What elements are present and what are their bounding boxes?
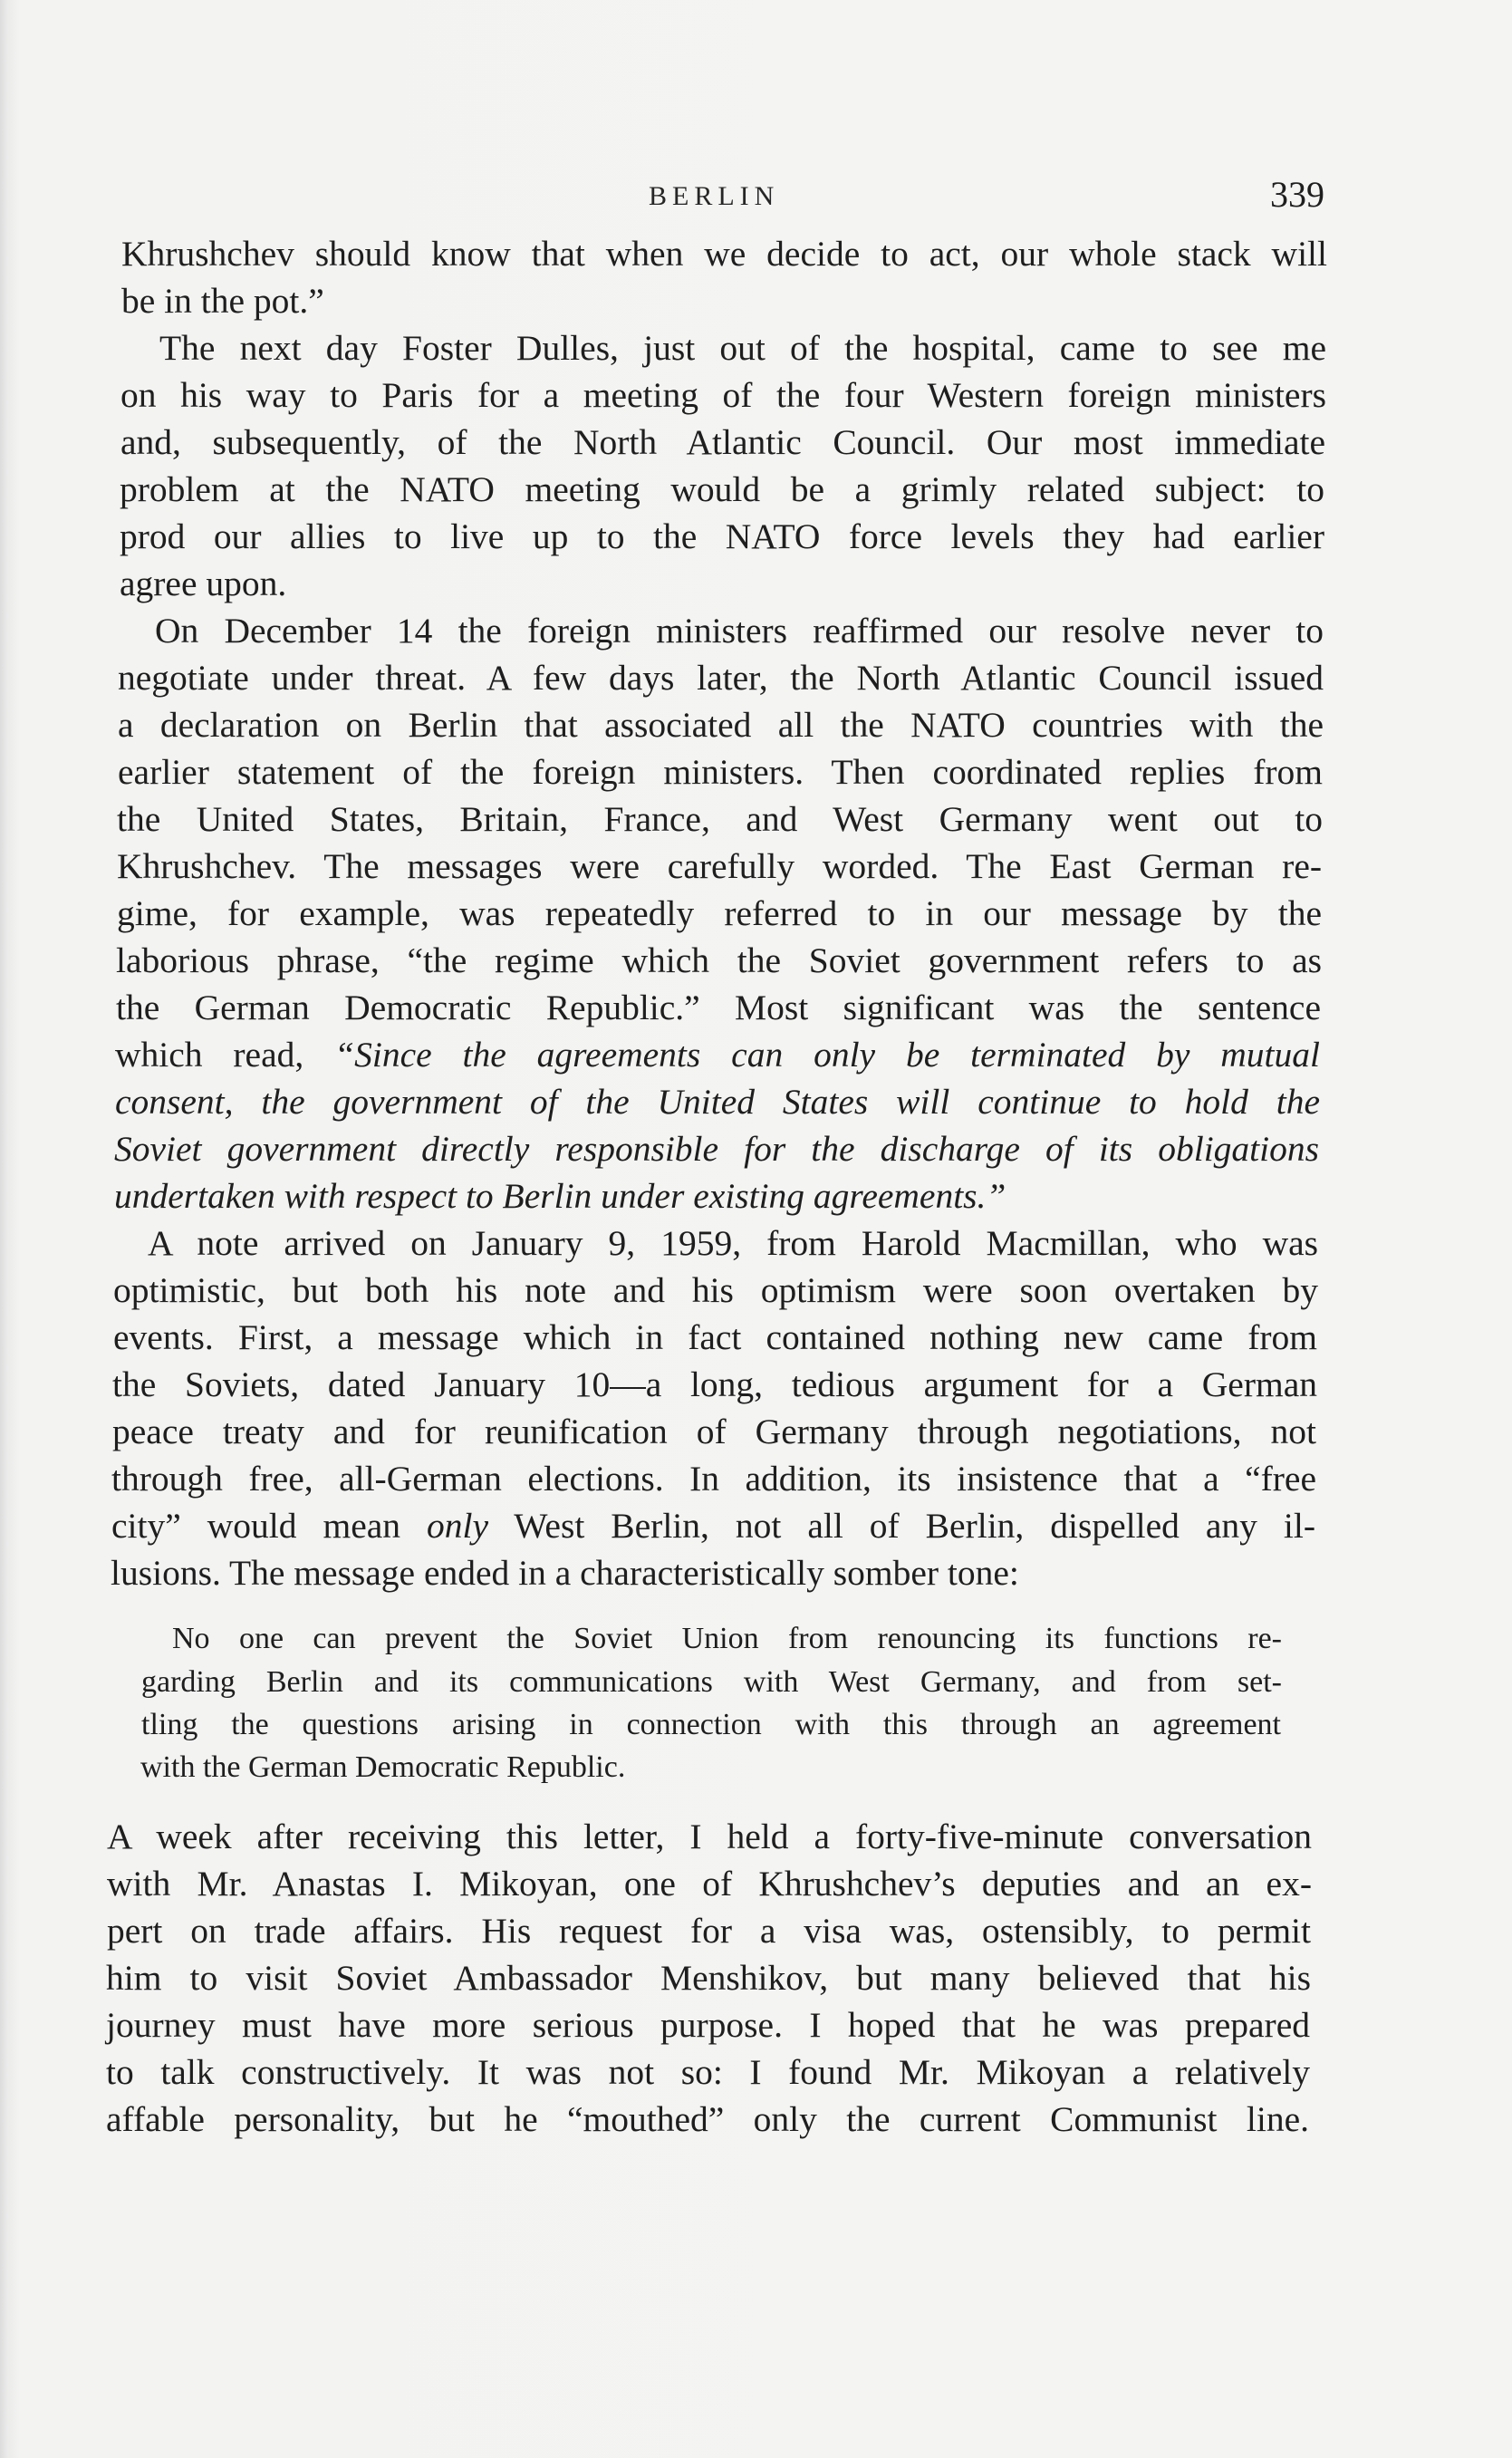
running-head-title: BERLIN bbox=[649, 181, 780, 211]
text-line: affable personality, but he “mouthed” only the current Communist line. bbox=[106, 2099, 1309, 2139]
text-line: lusions. The message ended in a characteristically somber tone: bbox=[111, 1553, 1019, 1593]
text-line: the Soviets, dated January 10—a long, tedious argument for a German bbox=[112, 1364, 1317, 1404]
paragraph-first-line: A note arrived on January 9, 1959, from Harold Macmillan, who was bbox=[148, 1223, 1318, 1263]
text-line: A week after receiving this letter, I held a forty-five-minute conversation bbox=[107, 1817, 1312, 1856]
italic-quote-line: Soviet government directly responsible for the discharge of its obligations bbox=[114, 1129, 1319, 1169]
text-line: to talk constructively. It was not so: I found Mr. Mikoyan a relatively bbox=[106, 2052, 1310, 2092]
text-line: gime, for example, was repeatedly referred to in our message by the bbox=[117, 893, 1322, 933]
text-line: prod our allies to live up to the NATO force levels they had earlier bbox=[120, 516, 1324, 556]
text-run: which read, bbox=[115, 1035, 335, 1075]
text-run: city” would mean bbox=[111, 1506, 428, 1546]
italic-quote-line: consent, the government of the United States will continue to hold the bbox=[115, 1082, 1320, 1122]
text-line: through free, all-German elections. In addition, its insistence that a “free bbox=[111, 1459, 1316, 1499]
text-line: peace treaty and for reunification of Germany through negotiations, not bbox=[112, 1412, 1316, 1451]
text-line: the German Democratic Republic.” Most significant was the sentence bbox=[116, 988, 1321, 1027]
text-run: West Berlin, not all of Berlin, dispelled any il- bbox=[488, 1506, 1315, 1546]
italic-quote: “Since the agreements can only be terminated by mutual bbox=[334, 1035, 1321, 1075]
text-line: on his way to Paris for a meeting of the four Western foreign ministers bbox=[120, 375, 1326, 415]
blockquote-line: with the German Democratic Republic. bbox=[140, 1750, 626, 1784]
text-line: optimistic, but both his note and his optimism were soon overtaken by bbox=[113, 1270, 1318, 1310]
blockquote-line: No one can prevent the Soviet Union from renouncing its functions re- bbox=[172, 1622, 1282, 1655]
text-line: events. First, a message which in fact contained nothing new came from bbox=[113, 1317, 1317, 1357]
text-line: journey must have more serious purpose. I hoped that he was prepared bbox=[106, 2005, 1310, 2045]
blockquote-line: garding Berlin and its communications with West Germany, and from set- bbox=[141, 1665, 1282, 1699]
text-line: a declaration on Berlin that associated all the NATO countries with the bbox=[118, 705, 1324, 745]
text-line bbox=[111, 1502, 1315, 1549]
text-line: be in the pot.” bbox=[121, 281, 324, 321]
text-line: problem at the NATO meeting would be a grimly related subject: to bbox=[120, 469, 1324, 509]
text-line bbox=[115, 1031, 1320, 1078]
text-line: Khrushchev. The messages were carefully worded. The East German re- bbox=[117, 846, 1322, 886]
text-line: negotiate under threat. A few days later, the North Atlantic Council issued bbox=[118, 658, 1324, 698]
text-line: laborious phrase, “the regime which the Soviet government refers to as bbox=[116, 940, 1322, 980]
text-line: earlier statement of the foreign ministers. Then coordinated replies from bbox=[118, 752, 1323, 792]
italic-emphasis: only bbox=[427, 1506, 489, 1546]
paragraph-first-line: On December 14 the foreign ministers reaffirmed our resolve never to bbox=[155, 611, 1324, 651]
text-line: the United States, Britain, France, and West Germany went out to bbox=[117, 799, 1323, 839]
text-line: Khrushchev should know that when we decide to act, our whole stack will bbox=[121, 234, 1327, 274]
italic-quote-line: undertaken with respect to Berlin under existing agreements.” bbox=[114, 1176, 1006, 1216]
text-line: pert on trade affairs. His request for a visa was, ostensibly, to permit bbox=[107, 1911, 1311, 1951]
text-line: with Mr. Anastas I. Mikoyan, one of Khrushchev’s deputies and an ex- bbox=[107, 1864, 1312, 1904]
text-line: him to visit Soviet Ambassador Menshikov, but many believed that his bbox=[106, 1958, 1311, 1998]
blockquote-line: tling the questions arising in connection with this through an agreement bbox=[141, 1708, 1281, 1741]
text-line: agree upon. bbox=[120, 564, 287, 603]
paragraph-first-line: The next day Foster Dulles, just out of the hospital, came to see me bbox=[159, 328, 1326, 368]
page-number: 339 bbox=[1270, 174, 1324, 215]
text-line: and, subsequently, of the North Atlantic Council. Our most immediate bbox=[120, 422, 1325, 462]
